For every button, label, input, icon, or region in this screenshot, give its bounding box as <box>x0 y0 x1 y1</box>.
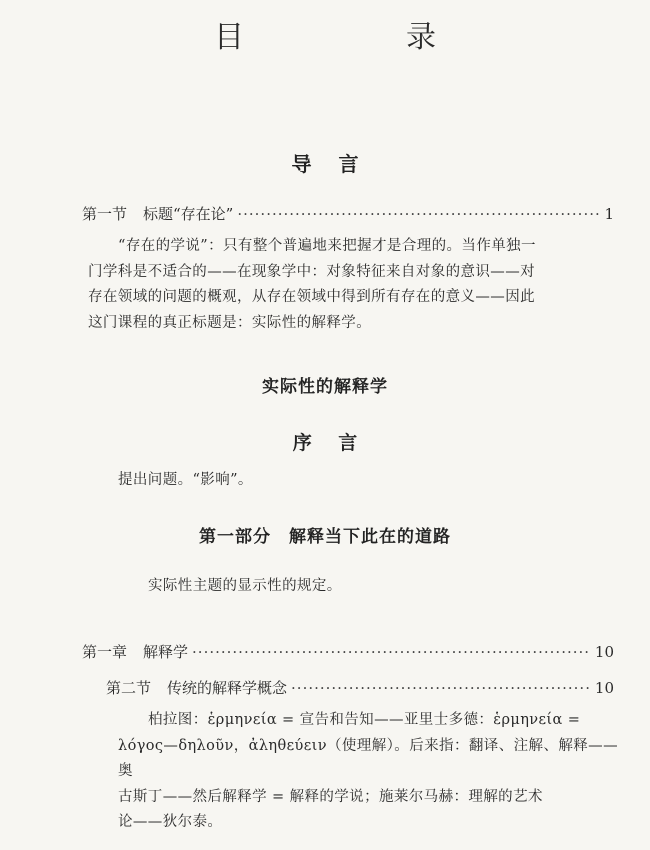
toc-entry-label: 第二节 <box>106 679 152 697</box>
toc-entry-page: 10 <box>594 643 614 661</box>
preface-summary: 提出问题。“影响”。 <box>118 472 253 488</box>
section1-summary <box>88 234 618 336</box>
summary-line: 古斯丁——然后解释学 = 解释的学说；施莱尔马赫：理解的艺术 <box>118 788 543 805</box>
summary-line: 门学科是不适合的——在现象学中：对象特征来自对象的意识——对 <box>88 263 535 280</box>
toc-entry-title: 标题“存在论” <box>143 205 234 223</box>
summary-line: 这门课程的真正标题是：实际性的解释学。 <box>88 314 372 331</box>
part1-heading: 第一部分 解释当下此在的道路 <box>199 527 451 547</box>
page-title: 目 录 <box>214 20 470 55</box>
toc-entry-title: 解释学 <box>143 643 189 661</box>
toc-entry-page: 1 <box>604 205 614 223</box>
summary-line: 存在领域的问题的概观，从存在领域中得到所有存在的意义——因此 <box>88 289 535 305</box>
summary-line: 柏拉图：ἑρμηνεία = 宣告和告知——亚里士多德：ἑρμηνεία = <box>148 712 581 728</box>
toc-entry-chapter1[interactable] <box>82 641 614 662</box>
section2-summary <box>118 708 618 836</box>
toc-entry-title: 传统的解释学概念 <box>167 679 288 697</box>
toc-entry-section1[interactable] <box>82 203 614 224</box>
summary-line: λόγος—δηλοῦν，ἀληθεύειν（使理解）。后来指：翻译、注解、解释——奥 <box>118 737 618 779</box>
toc-entry-label: 第一节 <box>82 205 128 223</box>
leader-dots <box>291 679 591 697</box>
part1-summary: 实际性主题的显示性的规定。 <box>148 578 342 594</box>
summary-line: 论——狄尔泰。 <box>118 814 223 830</box>
toc-entry-page: 10 <box>594 679 614 697</box>
summary-line: “存在的学说”：只有整个普遍地来把握才是合理的。当作单独一 <box>118 238 536 254</box>
main-heading: 实际性的解释学 <box>262 377 388 397</box>
toc-entry-label: 第一章 <box>82 643 128 661</box>
leader-dots <box>192 643 591 661</box>
preface-heading: 序 言 <box>292 432 368 454</box>
leader-dots <box>237 205 600 223</box>
toc-entry-section2[interactable] <box>106 677 614 698</box>
intro-heading: 导 言 <box>291 152 369 176</box>
